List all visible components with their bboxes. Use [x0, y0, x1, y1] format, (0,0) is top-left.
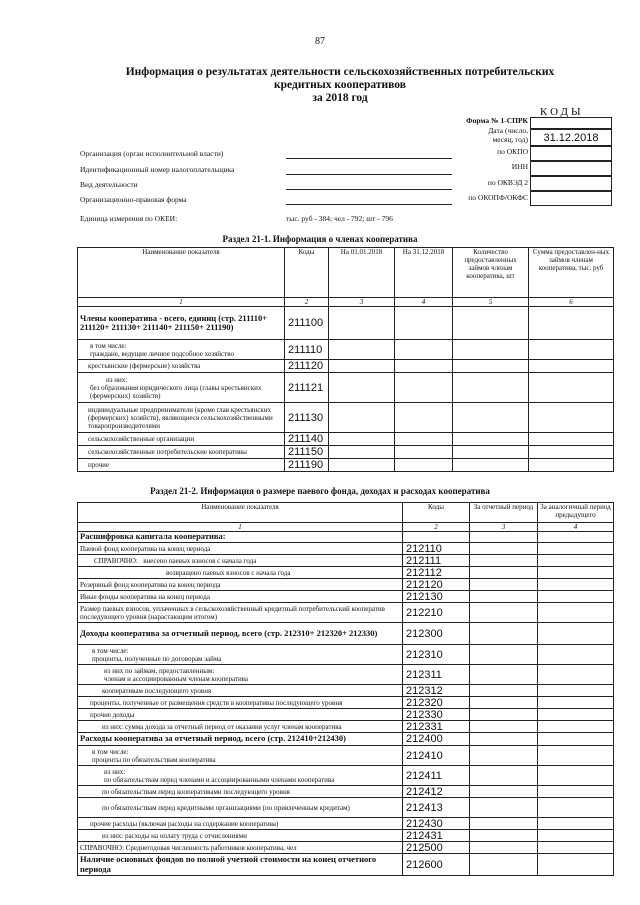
- value-cell[interactable]: [470, 623, 538, 645]
- table-row: [78, 685, 614, 697]
- value-cell[interactable]: [470, 685, 538, 697]
- col-number: 2: [285, 298, 329, 307]
- value-cell[interactable]: [470, 603, 538, 623]
- value-cell[interactable]: [453, 459, 529, 472]
- okopf-label: по ОКОПФ/ОКФС: [468, 193, 528, 202]
- row-label: Резервный фонд кооператива на конец периода: [78, 579, 403, 591]
- row-label: из них: расходы на оплату труда с отчислениями: [78, 830, 403, 842]
- row-label: Наличие основных фондов по полной учетной стоимости на конец отчетного периода: [78, 854, 403, 876]
- capital-income-table: [77, 502, 614, 876]
- date-label-line-1: Дата (число,: [488, 126, 528, 135]
- value-cell[interactable]: [329, 373, 395, 403]
- value-cell[interactable]: [470, 818, 538, 830]
- value-cell[interactable]: [538, 623, 614, 645]
- activity-line[interactable]: [286, 189, 452, 190]
- value-cell[interactable]: [470, 842, 538, 854]
- inn-full-label: Идентификационный номер налогоплательщика: [80, 165, 235, 174]
- value-cell[interactable]: [453, 403, 529, 433]
- row-label: Доходы кооператива за отчетный период, всего (стр. 212310+ 212320+ 212330): [78, 623, 403, 645]
- row-label: возвращено паевых взносов с начала года: [78, 567, 403, 579]
- value-cell[interactable]: [395, 433, 453, 446]
- value-cell[interactable]: [538, 733, 614, 746]
- row-label: Расходы кооператива за отчетный период, всего (стр. 212410+212430): [78, 733, 403, 746]
- table-row: [78, 697, 614, 709]
- date-label-line-2: месяц, год): [492, 134, 528, 144]
- row-label-cell: [78, 555, 403, 567]
- activity-label: Вид деятельности: [80, 180, 138, 189]
- row-label: граждане, ведущие личное подсобное хозяйство: [90, 349, 234, 358]
- row-code: 212411: [403, 766, 470, 786]
- col-number: 4: [395, 298, 453, 307]
- value-cell[interactable]: [538, 555, 614, 567]
- row-label-cell: [78, 340, 285, 360]
- row-code: 212300: [403, 623, 470, 645]
- row-label: прочие расходы (включая расходы на содержание кооператива): [78, 818, 403, 830]
- report-title: [120, 66, 560, 105]
- okpo-label: по ОКПО: [497, 147, 528, 156]
- row-label: проценты, полученные от размещения средств в кооперативы последующего уровня: [78, 697, 403, 709]
- row-code: 212311: [403, 665, 470, 685]
- row-code: 211130: [285, 403, 329, 433]
- value-cell[interactable]: [470, 591, 538, 603]
- row-label: сельскохозяйственные организации: [78, 433, 285, 446]
- row-code: 212110: [403, 543, 470, 555]
- value-cell[interactable]: [538, 721, 614, 733]
- value-cell[interactable]: [538, 697, 614, 709]
- value-cell[interactable]: [538, 766, 614, 786]
- row-label: Члены кооператива - всего, единиц (стр. 211110+ 211120+ 211130+ 211140+ 211150+ 211190): [78, 307, 285, 340]
- value-cell[interactable]: [538, 798, 614, 818]
- row-label-cell: [78, 373, 285, 403]
- value-cell[interactable]: [470, 746, 538, 766]
- row-label: прочие: [78, 459, 285, 472]
- row-label-pre: СПРАВОЧНО:: [94, 556, 138, 565]
- value-cell[interactable]: [470, 665, 538, 685]
- form-number-label: Форма № 1-СПРК: [466, 116, 528, 125]
- table-row: [78, 830, 614, 842]
- value-cell[interactable]: [470, 733, 538, 746]
- section-2-title: Раздел 21-2. Информация о размере паевого фонда, доходах и расходах кооператива: [150, 486, 490, 496]
- value-cell[interactable]: [470, 645, 538, 665]
- row-label-cell: [78, 766, 403, 786]
- page-number: 87: [315, 36, 325, 47]
- title-line-3: за 2018 год: [312, 92, 368, 104]
- row-label: по обязательствам перед кооперативами последующего уровня: [78, 786, 403, 798]
- value-cell[interactable]: [470, 579, 538, 591]
- value-cell[interactable]: [538, 830, 614, 842]
- value-cell[interactable]: [470, 721, 538, 733]
- value-cell[interactable]: [538, 603, 614, 623]
- row-code: 212120: [403, 579, 470, 591]
- row-label: крестьянские (фермерские) хозяйства: [78, 360, 285, 373]
- value-cell[interactable]: [529, 307, 614, 340]
- table-row: [78, 798, 614, 818]
- table-row: [78, 403, 614, 433]
- header-start-date: На 01.01.2018: [329, 248, 395, 298]
- okpo-field[interactable]: [530, 146, 612, 161]
- okved-label: по ОКВЭД 2: [487, 178, 528, 187]
- header-indicator: Наименование показателя: [78, 503, 403, 523]
- row-code: 211150: [285, 446, 329, 459]
- value-cell[interactable]: [329, 307, 395, 340]
- col-number: 3: [470, 523, 538, 532]
- col-number: 5: [453, 298, 529, 307]
- table-row: [78, 645, 614, 665]
- row-label: Среднегодовая численность работников кооператива, чел: [125, 843, 297, 852]
- legal-form-line[interactable]: [286, 204, 452, 205]
- value-cell[interactable]: [538, 842, 614, 854]
- col-number: 1: [78, 298, 285, 307]
- row-code: 211110: [285, 340, 329, 360]
- value-cell[interactable]: [453, 360, 529, 373]
- row-code: 212430: [403, 818, 470, 830]
- table-row: [78, 746, 614, 766]
- row-code: 212410: [403, 746, 470, 766]
- value-cell[interactable]: [395, 403, 453, 433]
- title-line-1: Информация о результатах деятельности сельскохозяйственных потребительских: [125, 66, 555, 78]
- row-code: 212210: [403, 603, 470, 623]
- value-cell[interactable]: [329, 340, 395, 360]
- row-code: 212312: [403, 685, 470, 697]
- row-label-cell: [78, 665, 403, 685]
- table-row: [78, 665, 614, 685]
- value-cell[interactable]: [529, 340, 614, 360]
- row-label: кооперативам последующего уровня: [78, 685, 403, 697]
- row-label: по обязательствам перед кредитными организациями (по привлеченным кредитам): [78, 798, 403, 818]
- inn-label: ИНН: [511, 162, 528, 171]
- value-cell[interactable]: [538, 818, 614, 830]
- value-cell[interactable]: [470, 798, 538, 818]
- table-row: [78, 307, 614, 340]
- row-label-cell: [78, 842, 403, 854]
- empty-cell: [403, 532, 470, 543]
- row-label: членам и ассоциированным членам кооператива: [104, 674, 249, 683]
- form-code-box[interactable]: [530, 117, 612, 129]
- row-label: проценты, полученные по договорам займа: [92, 654, 222, 663]
- value-cell[interactable]: [453, 340, 529, 360]
- inn-line[interactable]: [286, 174, 452, 175]
- row-code: 212413: [403, 798, 470, 818]
- table-row: [78, 733, 614, 746]
- header-codes: Коды: [285, 248, 329, 298]
- row-label-top: из них:: [104, 767, 126, 776]
- table-row: [78, 786, 614, 798]
- value-cell[interactable]: [529, 360, 614, 373]
- value-cell[interactable]: [538, 543, 614, 555]
- title-line-2: кредитных кооперативов: [274, 79, 406, 91]
- header-end-date: На 31.12.2018: [395, 248, 453, 298]
- table-row: [78, 433, 614, 446]
- value-cell[interactable]: [395, 459, 453, 472]
- date-label: [460, 127, 528, 144]
- header-loans-count: Количество предоставленных займов членам кооператива, шт: [453, 248, 529, 298]
- value-cell[interactable]: [538, 665, 614, 685]
- date-field[interactable]: 31.12.2018: [530, 129, 612, 146]
- table-row: [78, 532, 614, 543]
- value-cell[interactable]: [470, 555, 538, 567]
- value-cell[interactable]: [529, 373, 614, 403]
- value-cell[interactable]: [470, 766, 538, 786]
- codes-header: КОДЫ: [540, 106, 584, 118]
- value-cell[interactable]: [470, 567, 538, 579]
- value-cell[interactable]: [329, 433, 395, 446]
- value-cell[interactable]: [395, 307, 453, 340]
- value-cell[interactable]: [470, 854, 538, 876]
- value-cell[interactable]: [395, 360, 453, 373]
- value-cell[interactable]: [538, 746, 614, 766]
- row-code: 211100: [285, 307, 329, 340]
- value-cell[interactable]: [329, 360, 395, 373]
- table-row: [78, 555, 614, 567]
- value-cell[interactable]: [538, 685, 614, 697]
- value-cell[interactable]: [470, 532, 538, 543]
- value-cell[interactable]: [538, 532, 614, 543]
- value-cell[interactable]: [538, 709, 614, 721]
- value-cell[interactable]: [453, 446, 529, 459]
- value-cell[interactable]: [470, 830, 538, 842]
- value-cell[interactable]: [529, 403, 614, 433]
- row-code: 212330: [403, 709, 470, 721]
- unit-value: тыс. руб - 384; чел - 792; шт - 796: [286, 214, 393, 223]
- header-loans-sum: Сумма предоставлен-ных займов членам кооператива, тыс. руб: [529, 248, 614, 298]
- col-number: 6: [529, 298, 614, 307]
- value-cell[interactable]: [453, 433, 529, 446]
- table-row: [78, 603, 614, 623]
- table-row: [78, 579, 614, 591]
- row-code: 212112: [403, 567, 470, 579]
- value-cell[interactable]: [395, 340, 453, 360]
- row-code: 212331: [403, 721, 470, 733]
- row-label: из них: сумма дохода за отчетный период от оказания услуг членам кооператива: [78, 721, 403, 733]
- row-code: 212500: [403, 842, 470, 854]
- row-label: Размер паевых взносов, уплаченных в сельскохозяйственный кредитный потребительский кооператив последующего уровня (нарастающим итогом): [78, 603, 403, 623]
- value-cell[interactable]: [538, 567, 614, 579]
- row-label: прочие доходы: [78, 709, 403, 721]
- row-code: 211140: [285, 433, 329, 446]
- value-cell[interactable]: [538, 854, 614, 876]
- row-code: 212431: [403, 830, 470, 842]
- table-row: [78, 721, 614, 733]
- row-code: 212600: [403, 854, 470, 876]
- col-number: 4: [538, 523, 614, 532]
- row-label-top: в том числе:: [92, 747, 129, 756]
- header-report-period: За отчетный период: [470, 503, 538, 523]
- row-code: 212320: [403, 697, 470, 709]
- members-table: [77, 247, 614, 472]
- value-cell[interactable]: [470, 786, 538, 798]
- section-1-title: Раздел 21-1. Информация о членах кооператива: [222, 234, 418, 244]
- row-label: проценты по обязательствам кооператива: [92, 755, 216, 764]
- value-cell[interactable]: [529, 459, 614, 472]
- header-indicator: Наименование показателя: [78, 248, 285, 298]
- table-row: [78, 446, 614, 459]
- table-row: [78, 854, 614, 876]
- table-row: [78, 340, 614, 360]
- value-cell[interactable]: [453, 307, 529, 340]
- value-cell[interactable]: [538, 645, 614, 665]
- value-cell[interactable]: [529, 446, 614, 459]
- value-cell[interactable]: [538, 579, 614, 591]
- table-row: [78, 459, 614, 472]
- row-label: внесено паевых взносов с начала года: [143, 556, 257, 565]
- value-cell[interactable]: [538, 786, 614, 798]
- table-row: [78, 818, 614, 830]
- value-cell[interactable]: [470, 697, 538, 709]
- table-row: [78, 842, 614, 854]
- table-row: [78, 591, 614, 603]
- value-cell[interactable]: [395, 373, 453, 403]
- header-previous-period: За аналогичный период предыдущего: [538, 503, 614, 523]
- table-row: [78, 709, 614, 721]
- organization-line[interactable]: [286, 158, 452, 159]
- table-row: [78, 567, 614, 579]
- row-label-top: из них:: [106, 375, 128, 384]
- table-row: [78, 623, 614, 645]
- okved-field[interactable]: [530, 176, 612, 191]
- value-cell[interactable]: [453, 373, 529, 403]
- row-label: Паевой фонд кооператива на конец периода: [78, 543, 403, 555]
- row-code: 212412: [403, 786, 470, 798]
- row-code: 211190: [285, 459, 329, 472]
- table-row: [78, 360, 614, 373]
- col-number: 3: [329, 298, 395, 307]
- unit-label: Единица измерения по ОКЕИ:: [80, 214, 178, 223]
- value-cell[interactable]: [470, 543, 538, 555]
- organization-label: Организация (орган исполнительной власти): [80, 149, 224, 158]
- row-code: 212310: [403, 645, 470, 665]
- table-row: [78, 543, 614, 555]
- row-label: сельскохозяйственные потребительские кооперативы: [78, 446, 285, 459]
- row-code: 212400: [403, 733, 470, 746]
- row-label: без образования юридического лица (главы крестьянских (фермерских) хозяйств): [90, 383, 262, 400]
- value-cell[interactable]: [470, 709, 538, 721]
- row-label-pre: СПРАВОЧНО:: [80, 843, 124, 852]
- value-cell[interactable]: [329, 403, 395, 433]
- col-number: 2: [403, 523, 470, 532]
- row-label: по обязательствам перед членами и ассоциированными членами кооператива: [104, 775, 335, 784]
- row-code: 212130: [403, 591, 470, 603]
- row-label-top: из них по займам, предоставленным:: [104, 666, 215, 675]
- row-code: 211121: [285, 373, 329, 403]
- table-row: [78, 766, 614, 786]
- okopf-field[interactable]: [530, 191, 612, 206]
- row-label-top: в том числе:: [90, 341, 127, 350]
- row-label-cell: [78, 645, 403, 665]
- header-codes: Коды: [403, 503, 470, 523]
- section-heading-row: Расшифровка капитала кооператива:: [78, 532, 403, 543]
- row-label: индивидуальные предприниматели (кроме глав крестьянских (фермерских) хозяйств), являющиеся сельскохозяйственными товаропроизводителями: [78, 403, 285, 433]
- row-code: 212111: [403, 555, 470, 567]
- row-label: Иные фонды кооператива на конец периода: [78, 591, 403, 603]
- legal-form-label: Организационно-правовая форма: [80, 195, 187, 204]
- value-cell[interactable]: [329, 459, 395, 472]
- value-cell[interactable]: [538, 591, 614, 603]
- row-label-top: в том числе:: [92, 646, 129, 655]
- row-code: 211120: [285, 360, 329, 373]
- table-row: [78, 373, 614, 403]
- value-cell[interactable]: [395, 446, 453, 459]
- row-label-cell: [78, 746, 403, 766]
- col-number: 1: [78, 523, 403, 532]
- inn-field[interactable]: [530, 161, 612, 176]
- value-cell[interactable]: [329, 446, 395, 459]
- value-cell[interactable]: [529, 433, 614, 446]
